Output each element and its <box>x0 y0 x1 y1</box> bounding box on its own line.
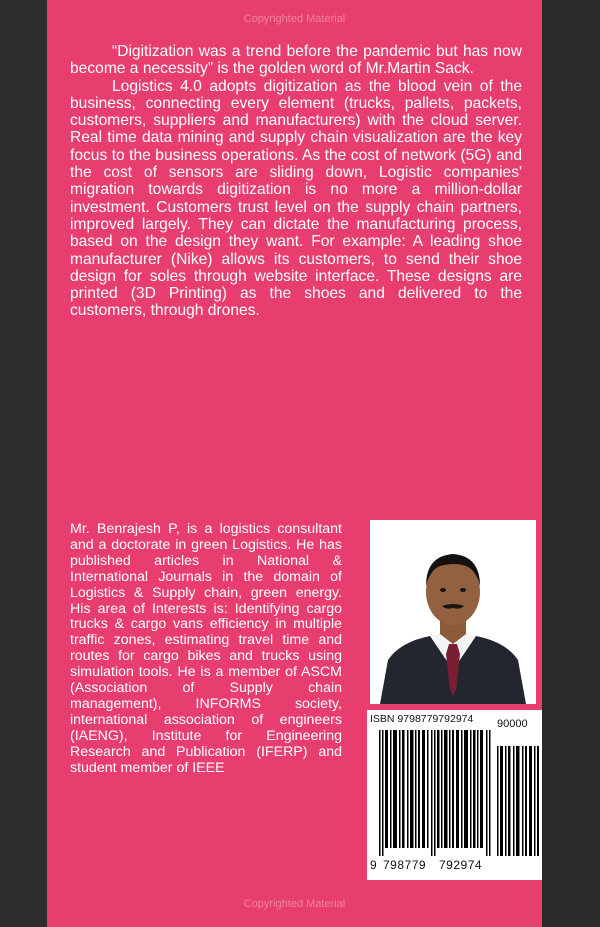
isbn-barcode <box>367 710 542 880</box>
isbn-label: ISBN 9798779792974 <box>370 713 474 725</box>
author-bio: Mr. Benrajesh P, is a logistics consultant and a doctorate in green Logistics. He has published articles in National & International Journals in the domain of Logistics & Supply chain, green energy. His area of Interests is: Identifying cargo trucks & cargo vans efficiency in multiple traffic zones, estimating travel time and routes for cargo bikes and trucks using simulation tools. He is a member of ASCM (Association of Supply chain management), INFORMS society, international association of engineers (IAENG), Institute for Engineering Research and Publication (IFERP) and student member of IEEE <box>70 521 342 776</box>
barcode-group-1: 798779 <box>383 858 427 872</box>
back-cover <box>47 0 542 927</box>
right-frame <box>542 0 600 927</box>
blurb-paragraph: Logistics 4.0 adopts digitization as the blood vein of the business, connecting every element (trucks, pallets, packets, customers, suppliers and manufacturers) with the cloud server. Real time data mining and supply chain visualization are the key focus to the business operations. As the cost of network (5G) and the cost of sensors are sliding down, Logistic companies' migration towards digitization is no more a million-dollar investment. Customers trust level on the supply chain partners, improved largely. They can dictate the manufacturing process, based on the design they want. For example: A leading shoe manufacturer (Nike) allows its customers, to send their shoe design for soles through website interface. These designs are printed (3D Printing) as the shoes and delivered to the customers, through drones. <box>70 77 522 320</box>
barcode-lead-digit: 9 <box>370 858 378 872</box>
watermark-top: Copyrighted Material <box>243 13 346 25</box>
barcode-bars-icon <box>379 730 492 856</box>
watermark-bottom: Copyrighted Material <box>243 898 346 910</box>
blurb-paragraph: “Digitization was a trend before the pandemic but has now become a necessity” is the golden word of Mr.Martin Sack. <box>70 43 522 78</box>
author-portrait-icon <box>370 520 536 704</box>
barcode-addon-number: 90000 <box>497 718 528 730</box>
barcode-group-2: 792974 <box>439 858 483 872</box>
author-photo <box>370 520 536 704</box>
blurb-text <box>70 43 522 320</box>
barcode-addon-icon <box>495 730 540 856</box>
